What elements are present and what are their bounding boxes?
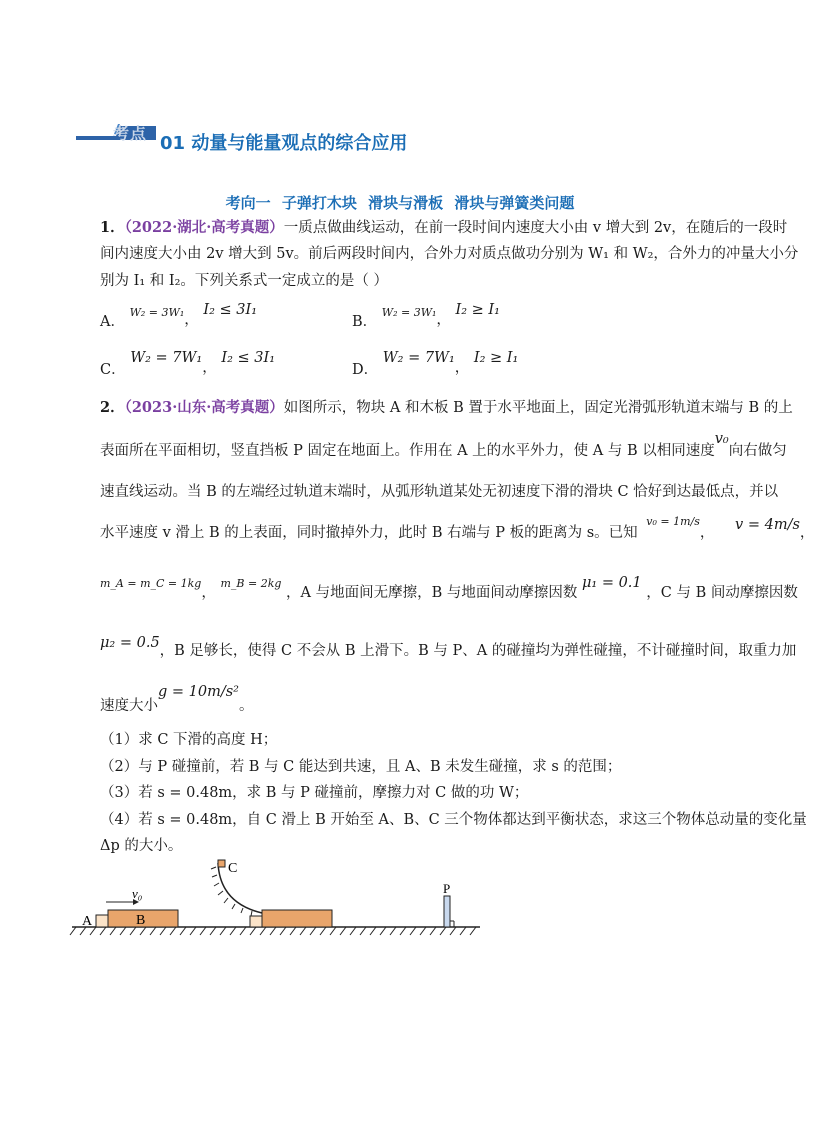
q2-text-1: 如图所示，物块 A 和木板 B 置于水平地面上，固定光滑弧形轨道末端与 B 的上 — [283, 400, 793, 416]
q1-line2: 间内速度大小由 2v 增大到 5v。前后两段时间内，合外力对质点做功分别为 W₁ 和 W₂，合外力的冲量大小分 — [100, 246, 799, 262]
q2-sub-3: （3）若 s = 0.48m，求 B 与 P 碰撞前，摩擦力对 C 做的功 W； — [100, 785, 529, 801]
option-label: C． — [100, 362, 126, 378]
q2-sub-5: Δp 的大小。 — [100, 838, 183, 854]
label-b: B — [136, 913, 146, 928]
option-formula-i: I₂ ≥ I₁ — [455, 302, 500, 318]
q2-v0-var: v₀ — [714, 431, 729, 447]
label-c: C — [228, 861, 238, 876]
q1-line3: 别为 I₁ 和 I₂。下列关系式一定成立的是（ ） — [100, 273, 389, 289]
q2-sub-4: （4）若 s = 0.48m，自 C 滑上 B 开始至 A、B、C 三个物体都达到平衡状态，求这三个物体总动量的变化量 — [100, 812, 807, 828]
q2-g-value: g = 10m/s² — [158, 684, 239, 700]
q2-mu2: μ₂ = 0.5 — [100, 635, 160, 651]
q2-number: 2． — [100, 399, 125, 416]
q2-line7 — [100, 684, 254, 716]
q2-line5: $^{m\_A = m\_C = 1kg}$， $^{m\_B = 2kg}$ ，A 与地面间无摩擦，B 与地面间动摩擦因数 μ₁ = 0.1 ，C 与 B 间动摩擦因数 — [100, 575, 798, 601]
q1-text-1: 一质点做曲线运动，在前一段时间内速度大小由 v 增大到 2v，在随后的一段时 — [283, 220, 788, 236]
option-label: B． — [352, 314, 378, 330]
section-badge: 考点 — [113, 124, 148, 143]
ground-hatch — [70, 927, 476, 935]
q1-option-b[interactable]: B． $^{W_2 = 3W_1}$， I₂ ≥ I₁ — [352, 302, 500, 330]
q1-line1 — [100, 218, 787, 238]
q2-v0-value: v₀ = 1m/s — [646, 515, 700, 528]
q2-text-5: ，A 与地面间无摩擦，B 与地面间动摩擦因数 — [286, 585, 578, 601]
q1-source: （2022·湖北·高考真题） — [124, 219, 284, 236]
q2-text-7: 速度大小 — [100, 698, 158, 714]
slider-c-shape — [218, 860, 225, 867]
q2-text-2: 表面所在平面相切，竖直挡板 P 固定在地面上。作用在 A 上的水平外力，使 A 与 B 以相同速度 — [100, 443, 715, 459]
q2-mass-b: m_B = 2kg — [220, 577, 282, 590]
board-b2-shape — [262, 910, 332, 927]
label-a: A — [82, 914, 93, 929]
q2-line4: 水平速度 v 滑上 B 的上表面，同时撤掉外力，此时 B 右端与 P 板的距离为 s。已知 $^{v_0 = 1m/s}$， v = 4m/s， — [100, 515, 814, 541]
q2-v-value: v = 4m/s — [735, 517, 800, 533]
q2-sub-2: （2）与 P 碰撞前，若 B 与 C 能达到共速，且 A、B 未发生碰撞，求 s 的范围； — [100, 759, 622, 775]
q1-number: 1． — [100, 219, 125, 236]
q2-text-2-end: 向右做匀 — [728, 443, 787, 459]
q2-text-7-end: 。 — [239, 698, 254, 714]
q1-option-a[interactable]: A． $^{W_2 = 3W_1}$， I₂ ≤ 3I₁ — [100, 302, 258, 330]
section-subheading: 考向一 子弹打木块 滑块与滑板 滑块与弹簧类问题 — [225, 194, 575, 212]
block-a2-shape — [250, 916, 262, 927]
option-formula-w: W₂ = 3W₁ — [129, 306, 185, 319]
q2-sub-1: （1）求 C 下滑的高度 H； — [100, 732, 278, 748]
label-v0: v₀ — [132, 886, 143, 901]
q2-text-6: ，B 足够长，使得 C 不会从 B 上滑下。B 与 P、A 的碰撞均为弹性碰撞，不计碰撞时间，取重力加 — [159, 643, 797, 659]
q2-mass-ac: m_A = m_C = 1kg — [100, 577, 202, 590]
wall-p-shape — [444, 896, 450, 927]
option-formula-i: I₂ ≤ 3I₁ — [203, 302, 258, 318]
option-formula-i: I₂ ≥ I₁ — [473, 350, 519, 366]
q2-line1 — [100, 398, 793, 418]
label-p: P — [443, 881, 451, 896]
option-formula-i: I₂ ≤ 3I₁ — [221, 350, 276, 366]
q1-option-d[interactable]: D． W₂ = 7W₁， I₂ ≥ I₁ — [352, 350, 519, 378]
q2-mu1: μ₁ = 0.1 — [581, 575, 642, 591]
curved-track — [218, 863, 262, 913]
q2-line3: 速直线运动。当 B 的左端经过轨道末端时，从弧形轨道某处无初速度下滑的滑块 C 恰好到达最低点，并以 — [100, 484, 779, 500]
q1-option-c[interactable]: C． W₂ = 7W₁， I₂ ≤ 3I₁ — [100, 350, 276, 378]
option-label: D． — [352, 362, 379, 378]
q2-line6 — [100, 635, 797, 661]
option-formula-w: W₂ = 7W₁ — [382, 350, 455, 366]
q2-text-4: 水平速度 v 滑上 B 的上表面，同时撤掉外力，此时 B 右端与 P 板的距离为 s。已知 — [100, 525, 638, 541]
option-formula-w: W₂ = 3W₁ — [381, 306, 437, 319]
block-a-shape — [96, 915, 108, 927]
q2-text-5-end: ，C 与 B 间动摩擦因数 — [646, 585, 798, 601]
page-title: 01 动量与能量观点的综合应用 — [160, 133, 408, 154]
q2-source: （2023·山东·高考真题） — [124, 399, 284, 416]
option-formula-w: W₂ = 7W₁ — [130, 350, 203, 366]
option-label: A． — [100, 314, 125, 330]
physics-figure — [70, 855, 490, 945]
q2-line2 — [100, 431, 787, 461]
